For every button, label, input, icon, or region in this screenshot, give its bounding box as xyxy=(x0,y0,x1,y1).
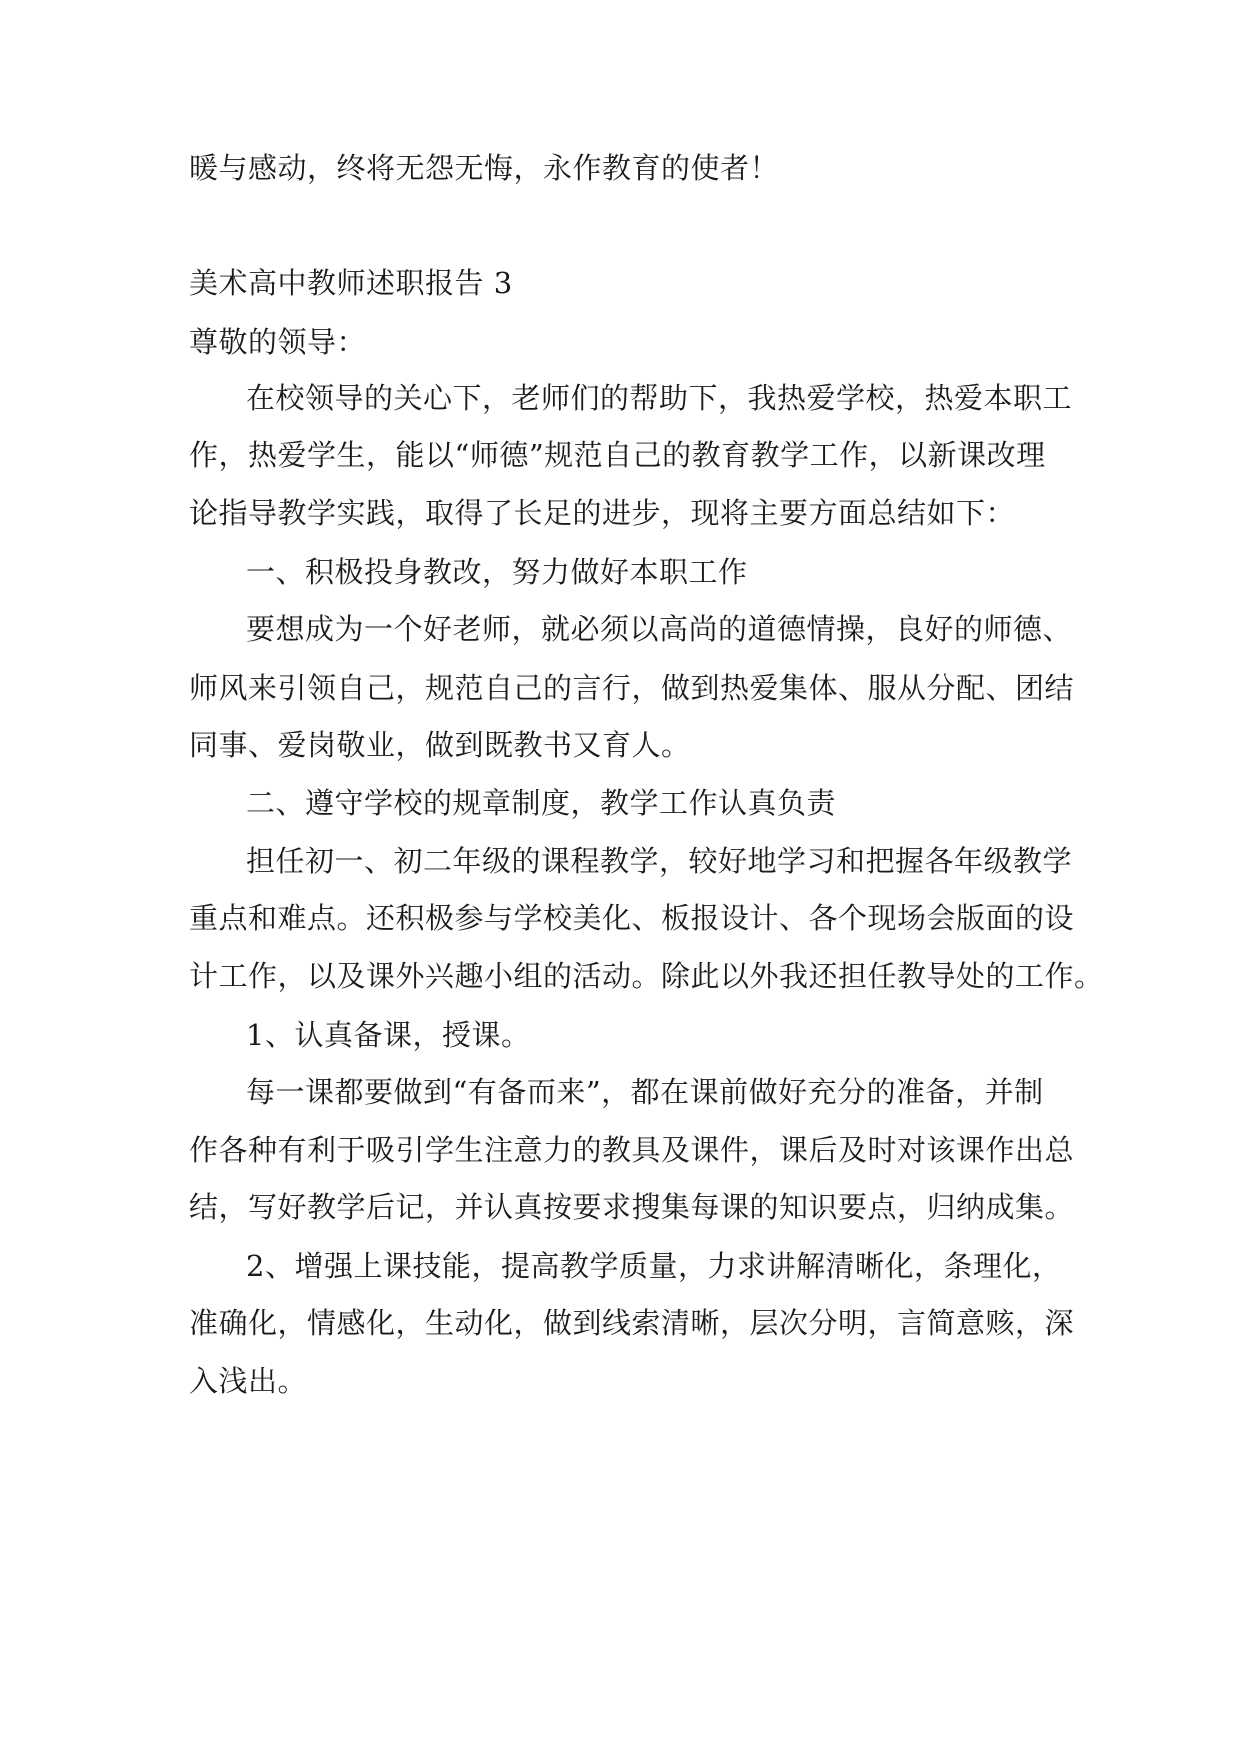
text-line: 暖与感动，终将无怨无悔，永作教育的使者！ xyxy=(189,151,780,185)
section-heading: 一、积极投身教改，努力做好本职工作 xyxy=(246,555,748,589)
text-line: 结，写好教学后记，并认真按要求搜集每课的知识要点，归纳成集。 xyxy=(189,1190,1075,1224)
text-line: 作，热爱学生，能以“师德”规范自己的教育教学工作，以新课改理 xyxy=(189,438,1046,472)
text-line: 入浅出。 xyxy=(189,1364,308,1398)
text-line: 计工作，以及课外兴趣小组的活动。除此以外我还担任教导处的工作。 xyxy=(189,959,1104,993)
salutation: 尊敬的领导： xyxy=(189,325,367,359)
report-title: 美术高中教师述职报告 3 xyxy=(189,266,513,300)
text-line: 担任初一、初二年级的课程教学，较好地学习和把握各年级教学 xyxy=(246,844,1073,878)
text-line: 重点和难点。还积极参与学校美化、板报设计、各个现场会版面的设 xyxy=(189,901,1075,935)
text-line: 论指导教学实践，取得了长足的进步，现将主要方面总结如下： xyxy=(189,496,1016,530)
text-line: 每一课都要做到“有备而来”，都在课前做好充分的准备，并制 xyxy=(246,1075,1044,1109)
text-line: 要想成为一个好老师，就必须以高尚的道德情操，良好的师德、 xyxy=(246,612,1073,646)
section-heading: 二、遵守学校的规章制度，教学工作认真负责 xyxy=(246,786,837,820)
text-line: 准确化，情感化，生动化，做到线索清晰，层次分明，言简意赅，深 xyxy=(189,1306,1075,1340)
text-line: 2、增强上课技能，提高教学质量，力求讲解清晰化，条理化， xyxy=(246,1249,1062,1283)
text-line: 同事、爱岗敬业，做到既教书又育人。 xyxy=(189,728,691,762)
text-line: 师风来引领自己，规范自己的言行，做到热爱集体、服从分配、团结 xyxy=(189,671,1075,705)
text-line: 作各种有利于吸引学生注意力的教具及课件，课后及时对该课作出总 xyxy=(189,1133,1075,1167)
text-line: 在校领导的关心下，老师们的帮助下，我热爱学校，热爱本职工 xyxy=(246,381,1073,415)
subsection-heading: 1、认真备课，授课。 xyxy=(246,1018,531,1052)
